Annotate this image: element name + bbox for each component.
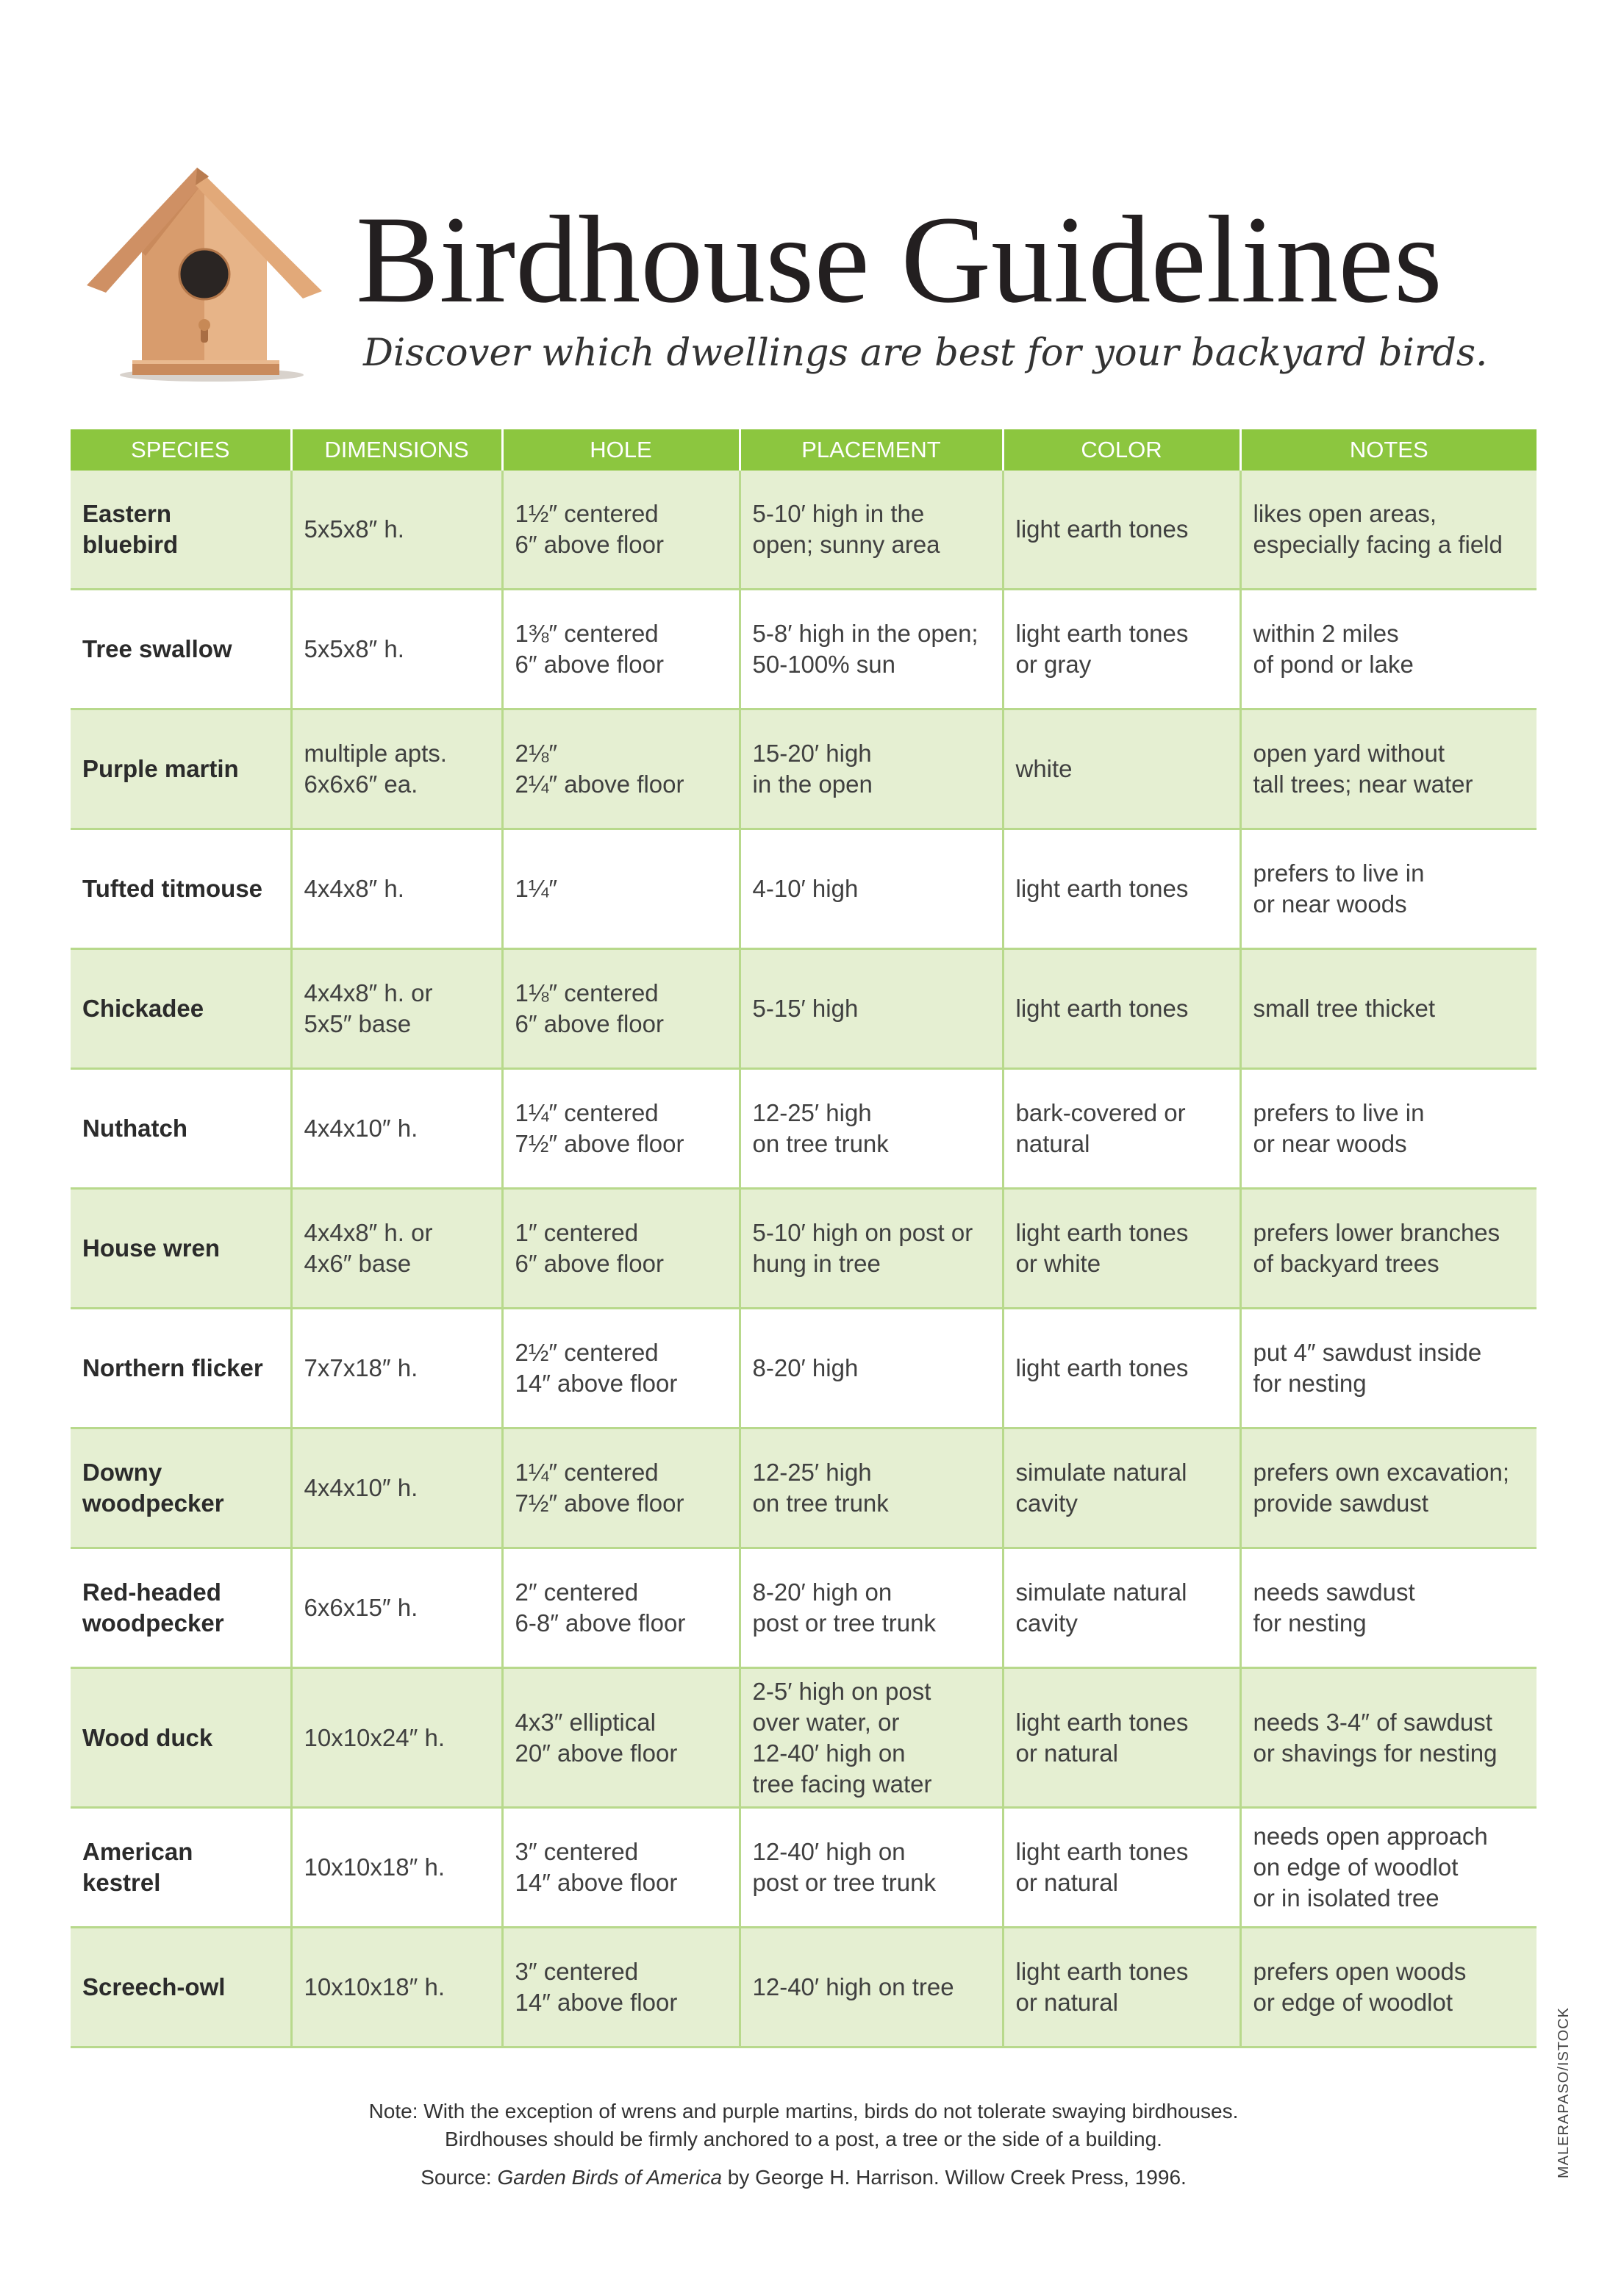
notes-cell: put 4″ sawdust inside for nesting — [1240, 1309, 1537, 1428]
color-cell: bark-covered or natural — [1003, 1069, 1240, 1189]
species-cell: Purple martin — [71, 709, 291, 829]
color-cell: light earth tones or natural — [1003, 1668, 1240, 1808]
page-subtitle: Discover which dwellings are best for your backyard birds. — [363, 332, 1488, 375]
hole-cell: 3″ centered 14″ above floor — [502, 1928, 740, 2048]
hole-cell: 1″ centered 6″ above floor — [502, 1189, 740, 1309]
hole-cell: 1¼″ — [502, 829, 740, 949]
dimensions-cell: 4x4x8″ h. — [291, 829, 502, 949]
placement-cell: 5-10′ high in the open; sunny area — [740, 471, 1003, 590]
dimensions-cell: 4x4x8″ h. or 4x6″ base — [291, 1189, 502, 1309]
species-cell: Northern flicker — [71, 1309, 291, 1428]
column-header-color: COLOR — [1003, 429, 1240, 471]
hole-cell: 2⅛″ 2¼″ above floor — [502, 709, 740, 829]
table-row — [71, 1428, 1537, 1548]
birdhouse-table — [71, 429, 1537, 2048]
table-row — [71, 1928, 1537, 2048]
hole-cell: 2″ centered 6-8″ above floor — [502, 1548, 740, 1668]
dimensions-cell: 5x5x8″ h. — [291, 471, 502, 590]
dimensions-cell: 4x4x8″ h. or 5x5″ base — [291, 949, 502, 1069]
table-header-row — [71, 429, 1537, 471]
placement-cell: 5-8′ high in the open; 50-100% sun — [740, 590, 1003, 709]
notes-cell: prefers own excavation; provide sawdust — [1240, 1428, 1537, 1548]
hole-cell: 3″ centered 14″ above floor — [502, 1808, 740, 1928]
notes-cell: open yard without tall trees; near water — [1240, 709, 1537, 829]
species-cell: American kestrel — [71, 1808, 291, 1928]
color-cell: light earth tones — [1003, 471, 1240, 590]
dimensions-cell: 7x7x18″ h. — [291, 1309, 502, 1428]
placement-cell: 12-25′ high on tree trunk — [740, 1428, 1003, 1548]
species-cell: Downy woodpecker — [71, 1428, 291, 1548]
table-row — [71, 1069, 1537, 1189]
notes-cell: prefers lower branches of backyard trees — [1240, 1189, 1537, 1309]
hole-cell: 4x3″ elliptical 20″ above floor — [502, 1668, 740, 1808]
color-cell: light earth tones — [1003, 949, 1240, 1069]
table-row — [71, 1548, 1537, 1668]
photo-credit: MALERAPASO/ISTOCK — [1556, 2007, 1572, 2178]
notes-cell: needs 3-4″ of sawdust or shavings for nesting — [1240, 1668, 1537, 1808]
color-cell: light earth tones or gray — [1003, 590, 1240, 709]
dimensions-cell: 10x10x24″ h. — [291, 1668, 502, 1808]
dimensions-cell: 10x10x18″ h. — [291, 1928, 502, 2048]
placement-cell: 8-20′ high — [740, 1309, 1003, 1428]
color-cell: light earth tones or natural — [1003, 1928, 1240, 2048]
color-cell: light earth tones or natural — [1003, 1808, 1240, 1928]
color-cell: white — [1003, 709, 1240, 829]
notes-cell: small tree thicket — [1240, 949, 1537, 1069]
notes-cell: within 2 miles of pond or lake — [1240, 590, 1537, 709]
table-row — [71, 709, 1537, 829]
table-row — [71, 1309, 1537, 1428]
hole-cell: 1½″ centered 6″ above floor — [502, 471, 740, 590]
table-row — [71, 1808, 1537, 1928]
placement-cell: 5-10′ high on post or hung in tree — [740, 1189, 1003, 1309]
species-cell: Screech-owl — [71, 1928, 291, 2048]
column-header-species: SPECIES — [71, 429, 291, 471]
notes-cell: needs open approach on edge of woodlot or in isolated tree — [1240, 1808, 1537, 1928]
column-header-placement: PLACEMENT — [740, 429, 1003, 471]
species-cell: House wren — [71, 1189, 291, 1309]
table-row — [71, 1668, 1537, 1808]
hole-cell: 1¼″ centered 7½″ above floor — [502, 1428, 740, 1548]
footnote — [71, 2097, 1537, 2153]
hole-cell: 1¼″ centered 7½″ above floor — [502, 1069, 740, 1189]
column-header-notes: NOTES — [1240, 429, 1537, 471]
placement-cell: 12-40′ high on post or tree trunk — [740, 1808, 1003, 1928]
placement-cell: 12-25′ high on tree trunk — [740, 1069, 1003, 1189]
birdhouse-icon — [87, 168, 322, 388]
species-cell: Chickadee — [71, 949, 291, 1069]
species-cell: Tufted titmouse — [71, 829, 291, 949]
placement-cell: 12-40′ high on tree — [740, 1928, 1003, 2048]
color-cell: simulate natural cavity — [1003, 1428, 1240, 1548]
table-row — [71, 829, 1537, 949]
notes-cell: likes open areas, especially facing a field — [1240, 471, 1537, 590]
source-title: Garden Birds of America — [497, 2166, 723, 2189]
dimensions-cell: 4x4x10″ h. — [291, 1069, 502, 1189]
page-title: Birdhouse Guidelines — [356, 190, 1442, 329]
source-details: by George H. Harrison. Willow Creek Press, 1996. — [722, 2166, 1187, 2189]
hole-cell: 1⅜″ centered 6″ above floor — [502, 590, 740, 709]
footnote-line-2: Birdhouses should be firmly anchored to a post, a tree or the side of a building. — [445, 2128, 1162, 2150]
placement-cell: 8-20′ high on post or tree trunk — [740, 1548, 1003, 1668]
dimensions-cell: 5x5x8″ h. — [291, 590, 502, 709]
dimensions-cell: multiple apts. 6x6x6″ ea. — [291, 709, 502, 829]
species-cell: Nuthatch — [71, 1069, 291, 1189]
table-row — [71, 471, 1537, 590]
notes-cell: prefers to live in or near woods — [1240, 829, 1537, 949]
species-cell: Tree swallow — [71, 590, 291, 709]
notes-cell: prefers open woods or edge of woodlot — [1240, 1928, 1537, 2048]
dimensions-cell: 6x6x15″ h. — [291, 1548, 502, 1668]
species-cell: Wood duck — [71, 1668, 291, 1808]
color-cell: light earth tones or white — [1003, 1189, 1240, 1309]
placement-cell: 4-10′ high — [740, 829, 1003, 949]
dimensions-cell: 10x10x18″ h. — [291, 1808, 502, 1928]
placement-cell: 2-5′ high on post over water, or 12-40′ high on tree facing water — [740, 1668, 1003, 1808]
dimensions-cell: 4x4x10″ h. — [291, 1428, 502, 1548]
color-cell: light earth tones — [1003, 1309, 1240, 1428]
source-prefix: Source: — [421, 2166, 498, 2189]
source-citation — [71, 2164, 1537, 2191]
table-row — [71, 590, 1537, 709]
color-cell: simulate natural cavity — [1003, 1548, 1240, 1668]
placement-cell: 15-20′ high in the open — [740, 709, 1003, 829]
hole-cell: 2½″ centered 14″ above floor — [502, 1309, 740, 1428]
hole-cell: 1⅛″ centered 6″ above floor — [502, 949, 740, 1069]
species-cell: Eastern bluebird — [71, 471, 291, 590]
column-header-hole: HOLE — [502, 429, 740, 471]
notes-cell: prefers to live in or near woods — [1240, 1069, 1537, 1189]
table-row — [71, 949, 1537, 1069]
column-header-dimensions: DIMENSIONS — [291, 429, 502, 471]
notes-cell: needs sawdust for nesting — [1240, 1548, 1537, 1668]
table-row — [71, 1189, 1537, 1309]
species-cell: Red-headed woodpecker — [71, 1548, 291, 1668]
footnote-line-1: Note: With the exception of wrens and purple martins, birds do not tolerate swaying birdhouses. — [368, 2100, 1239, 2122]
placement-cell: 5-15′ high — [740, 949, 1003, 1069]
color-cell: light earth tones — [1003, 829, 1240, 949]
